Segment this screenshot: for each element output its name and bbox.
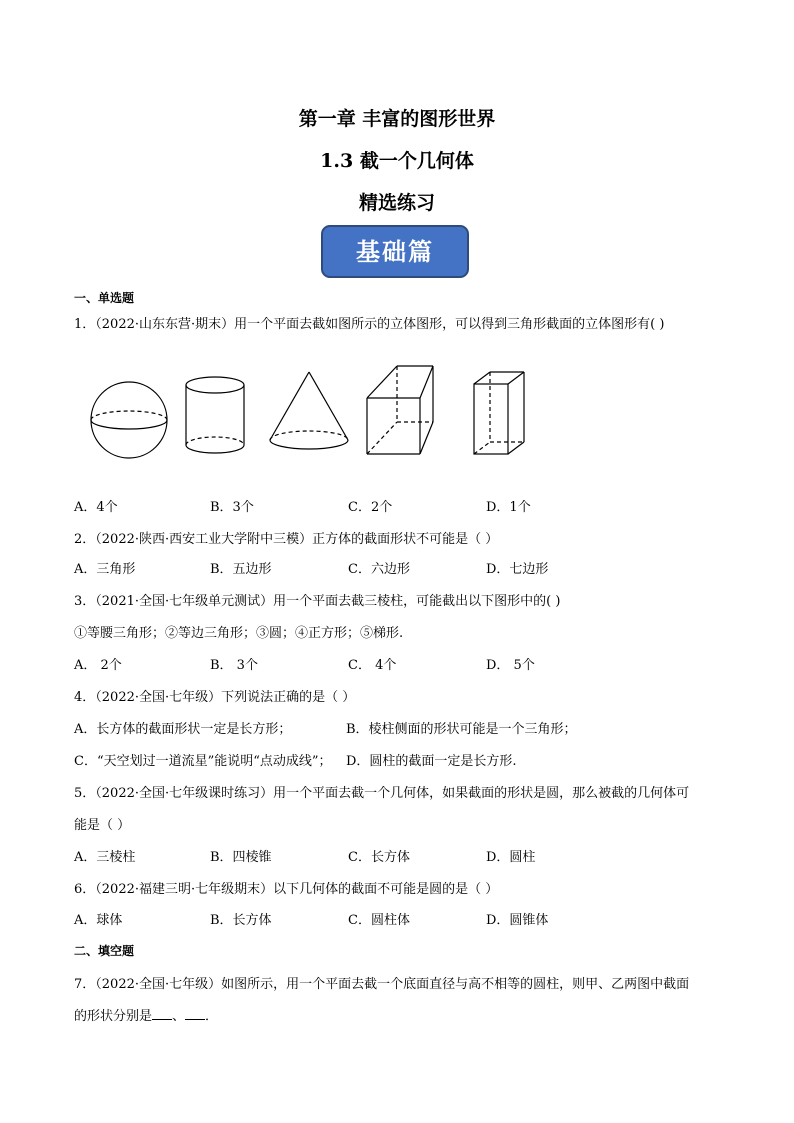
q3-option-b[interactable]: B． 3个: [210, 658, 258, 673]
triangular-prism-icon: [367, 366, 433, 454]
question-7-end: ．: [205, 1009, 219, 1024]
q6-option-b[interactable]: B．长方体: [210, 913, 272, 928]
question-1: 1．（2022·山东东营·期末）用一个平面去截如图所示的立体图形，可以得到三角形截面的立体图形有( ): [74, 317, 665, 332]
q4-option-d[interactable]: D．圆柱的截面一定是长方形.: [346, 754, 517, 769]
question-5-continued: 能是（ ）: [74, 818, 131, 833]
chapter-title: 第一章 丰富的图形世界: [298, 108, 496, 130]
question-6: 6．（2022·福建三明·七年级期末）以下几何体的截面不可能是圆的是（ ）: [74, 882, 499, 897]
q6-option-d[interactable]: D．圆锥体: [486, 913, 549, 928]
section-heading-fill-blank: 二、填空题: [74, 944, 135, 958]
q1-option-b[interactable]: B．3个: [210, 500, 254, 515]
q3-option-d[interactable]: D． 5个: [486, 658, 535, 673]
solid-figures: [80, 360, 560, 465]
q1-option-d[interactable]: D．1个: [486, 500, 531, 515]
q2-option-b[interactable]: B．五边形: [210, 562, 272, 577]
q5-option-d[interactable]: D．圆柱: [486, 850, 536, 865]
q2-option-c[interactable]: C．六边形: [348, 562, 410, 577]
q4-option-a[interactable]: A．长方体的截面形状一定是长方形；: [74, 722, 292, 737]
q2-option-a[interactable]: A．三角形: [74, 562, 136, 577]
cylinder-icon: [186, 377, 244, 453]
question-3: 3．（2021·全国·七年级单元测试）用一个平面去截三棱柱，可能截出以下图形中的( ): [74, 594, 561, 609]
q4-option-b[interactable]: B．棱柱侧面的形状可能是一个三角形；: [346, 722, 577, 737]
answer-blank-1[interactable]: [152, 1007, 172, 1020]
cone-icon: [270, 372, 348, 449]
q3-option-c[interactable]: C． 4个: [348, 658, 397, 673]
question-7-prefix: 的形状分别是: [74, 1009, 153, 1024]
q6-option-c[interactable]: C．圆柱体: [348, 913, 410, 928]
subtitle: 精选练习: [358, 192, 435, 214]
section-title: 1.3 截一个几何体: [320, 150, 474, 172]
q5-option-c[interactable]: C．长方体: [348, 850, 410, 865]
level-badge: 基础篇: [321, 225, 469, 278]
q3-option-a[interactable]: A． 2个: [74, 658, 122, 673]
q5-option-b[interactable]: B．四棱锥: [210, 850, 272, 865]
q1-option-a[interactable]: A．4个: [74, 500, 118, 515]
question-4: 4．（2022·全国·七年级）下列说法正确的是（ ）: [74, 690, 356, 705]
q4-option-c[interactable]: C．“天空划过一道流星”能说明“点动成线”；: [74, 754, 332, 769]
q6-option-a[interactable]: A．球体: [74, 913, 123, 928]
blank-separator: 、: [172, 1009, 186, 1024]
q5-option-a[interactable]: A．三棱柱: [74, 850, 136, 865]
sphere-icon: [91, 382, 167, 458]
q2-option-d[interactable]: D．七边形: [486, 562, 549, 577]
q1-option-c[interactable]: C．2个: [348, 500, 393, 515]
question-3-choices: ①等腰三角形；②等边三角形；③圆；④正方形；⑤梯形.: [74, 626, 404, 641]
question-7: 7．（2022·全国·七年级）如图所示，用一个平面去截一个底面直径与高不相等的圆柱，则甲、乙两图中截面: [74, 977, 690, 992]
answer-blank-2[interactable]: [185, 1007, 205, 1020]
question-7-continued: [74, 1005, 218, 1024]
section-heading-single-choice: 一、单选题: [74, 291, 135, 305]
question-5: 5．（2022·全国·七年级课时练习）用一个平面去截一个几何体，如果截面的形状是圆，那么被截的几何体可: [74, 786, 690, 801]
cuboid-icon: [474, 372, 524, 454]
question-2: 2．（2022·陕西·西安工业大学附中三模）正方体的截面形状不可能是（ ）: [74, 532, 499, 547]
